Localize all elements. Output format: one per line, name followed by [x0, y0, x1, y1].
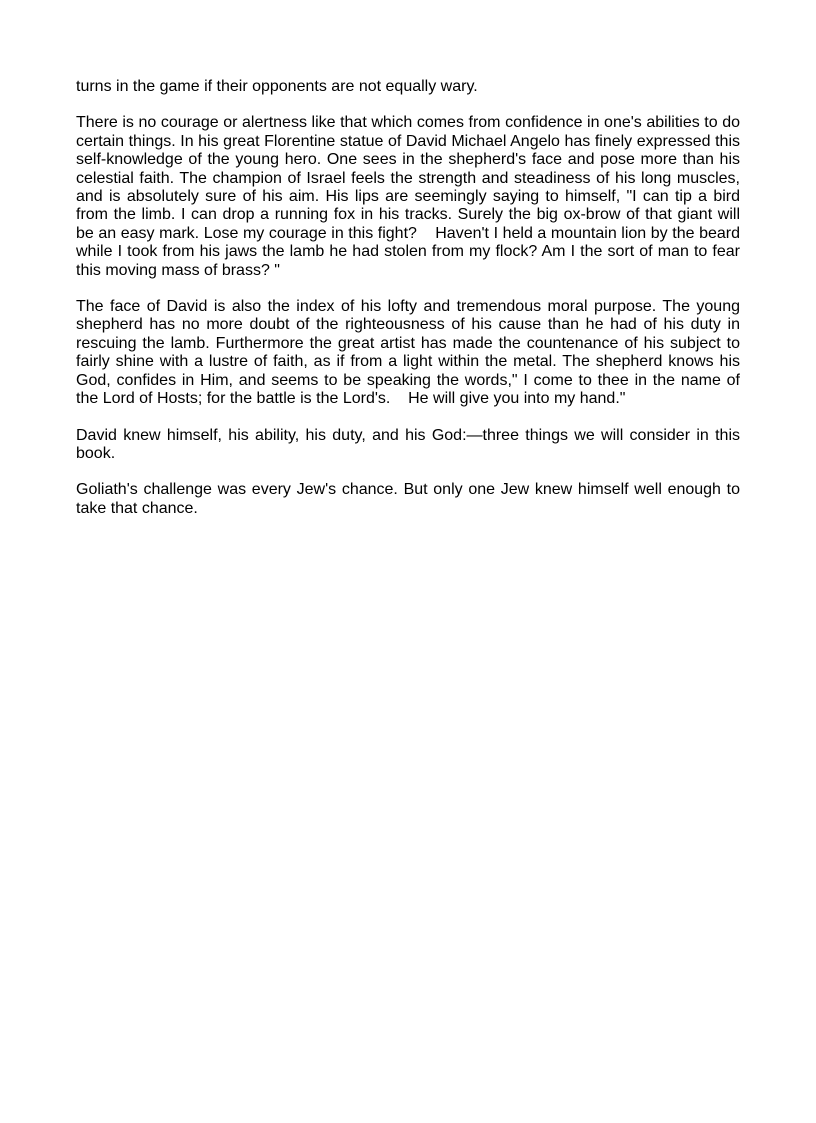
- text-body: [76, 78, 740, 536]
- text-line: self-knowledge of the young hero. One sees in the shepherd's face and pose more than his: [76, 151, 740, 169]
- paragraph-3: [76, 298, 740, 408]
- text-line: book.: [76, 444, 116, 462]
- text-line: take that chance.: [76, 499, 198, 517]
- paragraph-4: [76, 427, 740, 464]
- text-line: turns in the game if their opponents are not equally wary.: [76, 78, 478, 95]
- text-line: fairly shine with a lustre of faith, as if from a light within the metal. The shepherd knows his: [76, 353, 740, 371]
- text-line: from the limb. I can drop a running fox in his tracks. Surely the big ox-brow of that giant will: [76, 206, 740, 224]
- text-line: the Lord of Hosts; for the battle is the Lord's. He will give you into my hand.": [76, 390, 626, 408]
- text-line: God, confides in Him, and seems to be speaking the words," I come to thee in the name of: [76, 371, 740, 389]
- text-line: while I took from his jaws the lamb he had stolen from my flock? Am I the sort of man to fear: [76, 243, 740, 261]
- paragraph-5: [76, 481, 740, 518]
- text-line: celestial faith. The champion of Israel feels the strength and steadiness of his long muscles,: [76, 169, 740, 187]
- text-line: be an easy mark. Lose my courage in this fight? Haven't I held a mountain lion by the beard: [76, 224, 740, 242]
- text-line: Goliath's challenge was every Jew's chance. But only one Jew knew himself well enough to: [76, 481, 740, 499]
- text-line: and is absolutely sure of his aim. His lips are seemingly saying to himself, "I can tip a bird: [76, 188, 740, 206]
- text-line: shepherd has no more doubt of the righteousness of his cause than he had of his duty in: [76, 316, 740, 334]
- text-line: certain things. In his great Florentine statue of David Michael Angelo has finely expressed this: [76, 132, 740, 150]
- text-line: this moving mass of brass? ": [76, 261, 280, 279]
- paragraph-2: [76, 114, 740, 280]
- text-line: There is no courage or alertness like that which comes from confidence in one's abilities to do: [76, 114, 740, 132]
- text-line: rescuing the lamb. Furthermore the great artist has made the countenance of his subject to: [76, 334, 740, 352]
- text-line: David knew himself, his ability, his duty, and his God:—three things we will consider in this: [76, 426, 740, 444]
- text-line: The face of David is also the index of his lofty and tremendous moral purpose. The young: [76, 298, 740, 316]
- paragraph-1: [76, 78, 740, 96]
